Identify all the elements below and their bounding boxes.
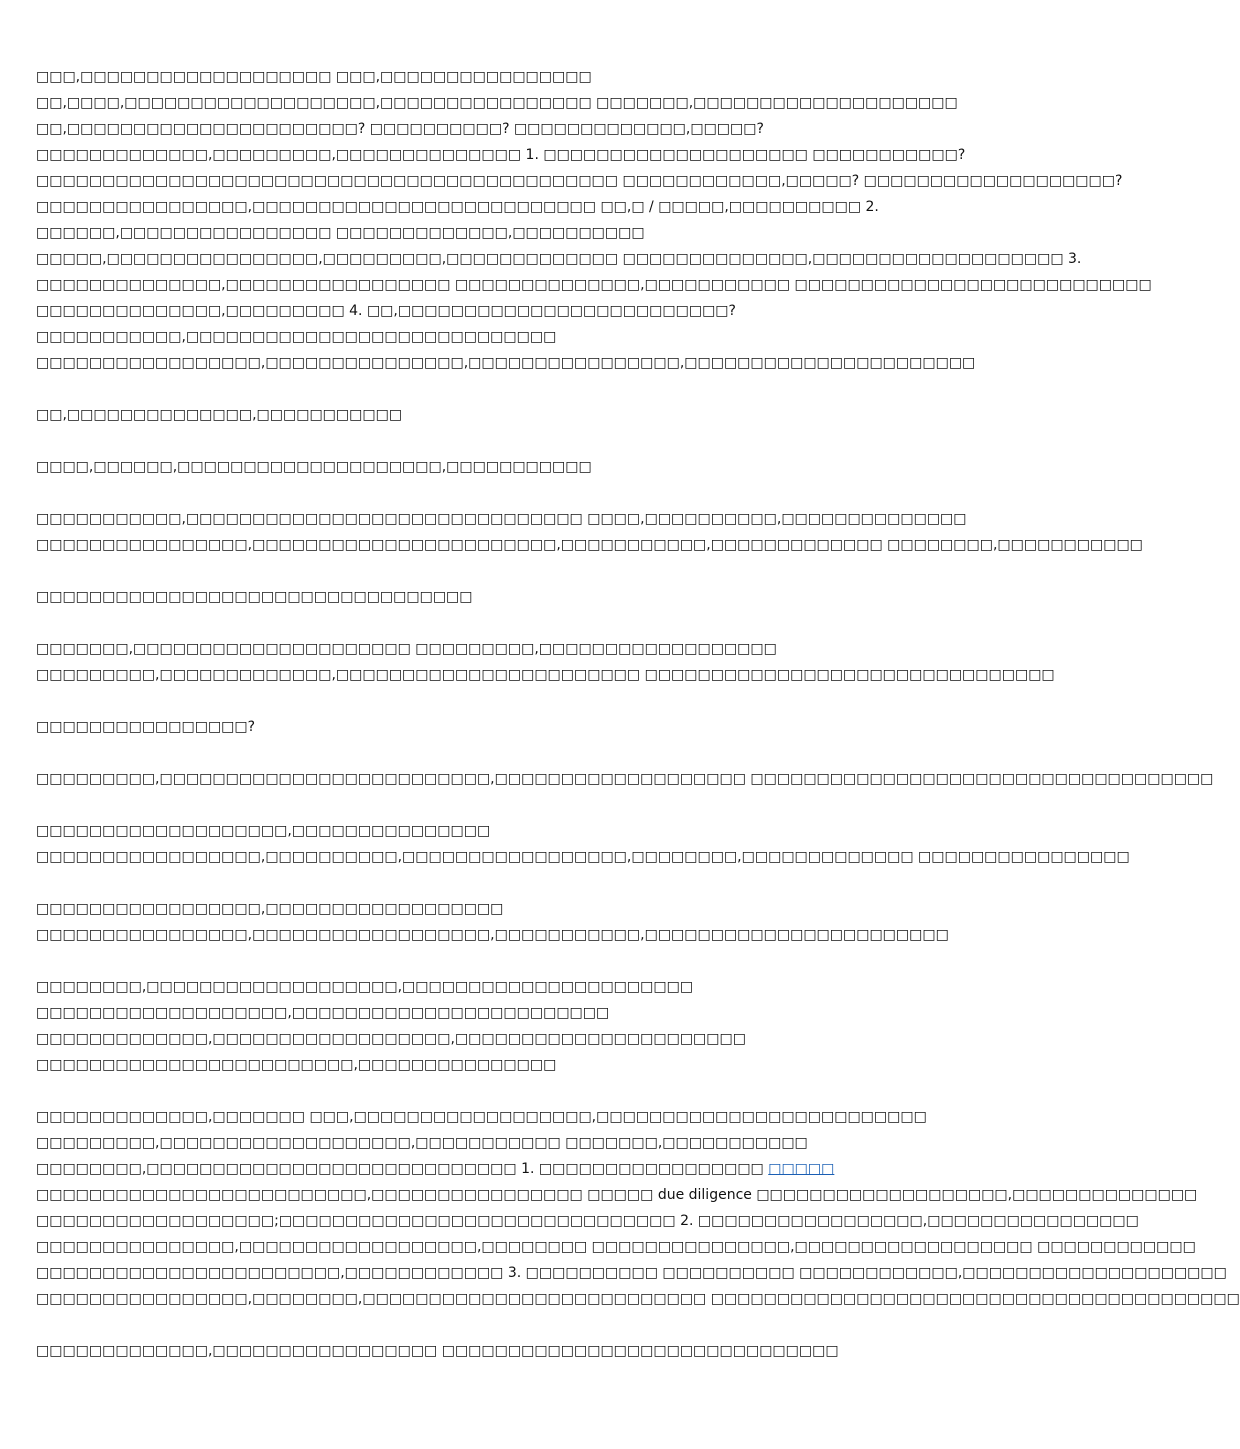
paragraph-block-1 [36,64,1152,376]
paragraph-gap [36,558,996,584]
text-line: □□□□□,□□□□□□□□□□□□□□□□,□□□□□□□□□,□□□□□□□□□□□□□ □□□□□□□□□□□□□□,□□□□□□□□□□□□□□□□□□□ 3. [36,251,1082,267]
text-segment: □□□□□□□□,□□□□□□□□□□□□□□□□□□□□□□□□□□□□ 1. □□□□□□□□□□□□□□□□□ [36,1161,769,1177]
paragraph-gap [36,870,996,896]
paragraph-block-9 [36,818,1130,870]
text-line: □□□□□□□□□□□□□□□□,□□□□□□□□□□□□□□□□□□□□□□□,□□□□□□□□□□□,□□□□□□□□□□□□□ □□□□□□□□,□□□□□□□□□□□ [36,537,1143,553]
text-line: □□□□□□□□□□□□□□□□□□□□□□□□,□□□□□□□□□□□□□□□ [36,1057,557,1073]
paragraph-13: □□□□□□□□□□□□□,□□□□□□□□□□□□□□□□□ □□□□□□□□□□□□□□□□□□□□□□□□□□□□□□ [36,1343,839,1359]
text-line: □□,□□□□□□□□□□□□□□□□□□□□□□? □□□□□□□□□□? □□□□□□□□□□□□□,□□□□□? [36,121,764,137]
text-line: □□□□□□□□□□□□□□,□□□□□□□□□ 4. □□,□□□□□□□□□□□□□□□□□□□□□□□□□? [36,303,736,319]
text-line: □□,□□□□,□□□□□□□□□□□□□□□□□□□,□□□□□□□□□□□□□□□□ □□□□□□□,□□□□□□□□□□□□□□□□□□□□ [36,95,958,111]
text-line: □□□□□□□□□,□□□□□□□□□□□□□□□□□□□,□□□□□□□□□□□ □□□□□□□,□□□□□□□□□□□ [36,1135,808,1151]
paragraph-5: □□□□□□□□□□□□□□□□□□□□□□□□□□□□□□□□□ [36,589,473,605]
text-line: □□□□□□□□□□□□□□□□,□□□□□□□□□□□□□□□□□□,□□□□□□□□□□□,□□□□□□□□□□□□□□□□□□□□□□□ [36,927,949,943]
paragraph-block-4 [36,506,1143,558]
paragraph-7: □□□□□□□□□□□□□□□□? [36,719,256,735]
text-line: □□□□□□□□□□□,□□□□□□□□□□□□□□□□□□□□□□□□□□□□ [36,329,557,345]
text-line: □□□□□□□,□□□□□□□□□□□□□□□□□□□□□ □□□□□□□□□,□□□□□□□□□□□□□□□□□□ [36,641,777,657]
paragraph-block-11 [36,974,996,1078]
text-line: □□□□□□□□□□□□□□□□□,□□□□□□□□□□□□□□□,□□□□□□□□□□□□□□□□,□□□□□□□□□□□□□□□□□□□□□□ [36,355,976,371]
text-line: □□□□□□□□□,□□□□□□□□□□□□□,□□□□□□□□□□□□□□□□□□□□□□□ □□□□□□□□□□□□□□□□□□□□□□□□□□□□□□□ [36,667,1055,683]
paragraph-3: □□□□,□□□□□□,□□□□□□□□□□□□□□□□□□□□,□□□□□□□□□□□ [36,459,592,475]
text-line: □□□□□□□□□□□,□□□□□□□□□□□□□□□□□□□□□□□□□□□□□□ □□□□,□□□□□□□□□□,□□□□□□□□□□□□□□ [36,511,967,527]
text-line: □□□□□□□□□□□□□□,□□□□□□□□□□□□□□□□□ □□□□□□□□□□□□□□,□□□□□□□□□□□ □□□□□□□□□□□□□□□□□□□□□□□□□□□ [36,277,1152,293]
text-line: □□□□□□,□□□□□□□□□□□□□□□□ □□□□□□□□□□□□□,□□□□□□□□□□ [36,225,645,241]
inline-link[interactable]: □□□□□ [768,1161,835,1177]
text-line: □□□□□□□□□□□□□□□□□□□□□□□□□,□□□□□□□□□□□□□□□□ □□□□□ due diligence □□□□□□□□□□□□□□□□□□□,□□□□□□□□□□□□□□ [36,1187,1198,1203]
paragraph-gap [36,792,996,818]
paragraph-block-6 [36,636,1055,688]
text-line: □□□□□□□□□□□□□,□□□□□□□□□□□□□□□□□□,□□□□□□□□□□□□□□□□□□□□□□ [36,1031,746,1047]
text-line: □□□□□□□□□□□□□□□□□□□□□□□□□□□□□□□□□□□□□□□□□□□□ □□□□□□□□□□□□,□□□□□? □□□□□□□□□□□□□□□□□□□? [36,173,1123,189]
paragraph-gap [36,948,996,974]
text-line: □□□□□□□□□□□□□□□□□□;□□□□□□□□□□□□□□□□□□□□□□□□□□□□□□ 2. □□□□□□□□□□□□□□□□□,□□□□□□□□□□□□□□□□ [36,1213,1139,1229]
paragraph-gap [36,376,996,402]
paragraph-gap [36,610,996,636]
text-line: □□□□□□□□□□□□□□□□,□□□□□□□□□□□□□□□□□□□□□□□□□□ □□,□ / □□□□□,□□□□□□□□□□ 2. [36,199,879,215]
text-line: □□□□□□□□□□□□□,□□□□□□□ □□□,□□□□□□□□□□□□□□□□□□,□□□□□□□□□□□□□□□□□□□□□□□□□ [36,1109,927,1125]
text-line: □□□□□□□□□□□□□□□□□□□,□□□□□□□□□□□□□□□ [36,823,491,839]
paragraph-block-10 [36,896,996,948]
text-line-with-link [36,1156,996,1182]
text-line: □□□□□□□□□□□□□□□□□□□,□□□□□□□□□□□□□□□□□□□□□□□□ [36,1005,610,1021]
paragraph-2: □□,□□□□□□□□□□□□□□,□□□□□□□□□□□ [36,407,403,423]
paragraph-gap [36,688,996,714]
text-line: □□□□□□□□□□□□□□□□□,□□□□□□□□□□,□□□□□□□□□□□□□□□□□,□□□□□□□□,□□□□□□□□□□□□□ □□□□□□□□□□□□□□□□ [36,849,1130,865]
text-line: □□□□□□□□□□□□□□□□,□□□□□□□□,□□□□□□□□□□□□□□□□□□□□□□□□□□ □□□□□□□□□□□□□□□□□□□□□□□□□□□□□□□□□□□□□□□□ [36,1291,1240,1307]
paragraph-gap [36,428,996,454]
text-line: □□□□□□□□,□□□□□□□□□□□□□□□□□□□,□□□□□□□□□□□□□□□□□□□□□□ [36,979,694,995]
paragraph-block-12 [36,1104,1240,1312]
text-line: □□□□□□□□□□□□□□□□□,□□□□□□□□□□□□□□□□□□ [36,901,504,917]
text-line: □□□□□□□□□□□□□□□□□□□□□□□,□□□□□□□□□□□□ 3. □□□□□□□□□□ □□□□□□□□□□ □□□□□□□□□□□□,□□□□□□□□□□□□□□□□□□□□ [36,1265,1227,1281]
text-line: □□□,□□□□□□□□□□□□□□□□□□□ □□□,□□□□□□□□□□□□□□□□ [36,69,592,85]
text-line: □□□□□□□□□□□□□,□□□□□□□□□,□□□□□□□□□□□□□□ 1. □□□□□□□□□□□□□□□□□□□□ □□□□□□□□□□□? [36,147,966,163]
paragraph-gap [36,740,996,766]
text-line: □□□□□□□□□□□□□□□,□□□□□□□□□□□□□□□□□□,□□□□□□□□ □□□□□□□□□□□□□□□,□□□□□□□□□□□□□□□□□□ □□□□□□□□□□□□ [36,1239,1196,1255]
paragraph-8: □□□□□□□□□,□□□□□□□□□□□□□□□□□□□□□□□□□,□□□□□□□□□□□□□□□□□□□ □□□□□□□□□□□□□□□□□□□□□□□□□□□□□□□□□□□ [36,771,1214,787]
paragraph-gap [36,1078,996,1104]
paragraph-gap [36,480,996,506]
document-body [36,64,1240,1364]
paragraph-gap [36,1312,996,1338]
